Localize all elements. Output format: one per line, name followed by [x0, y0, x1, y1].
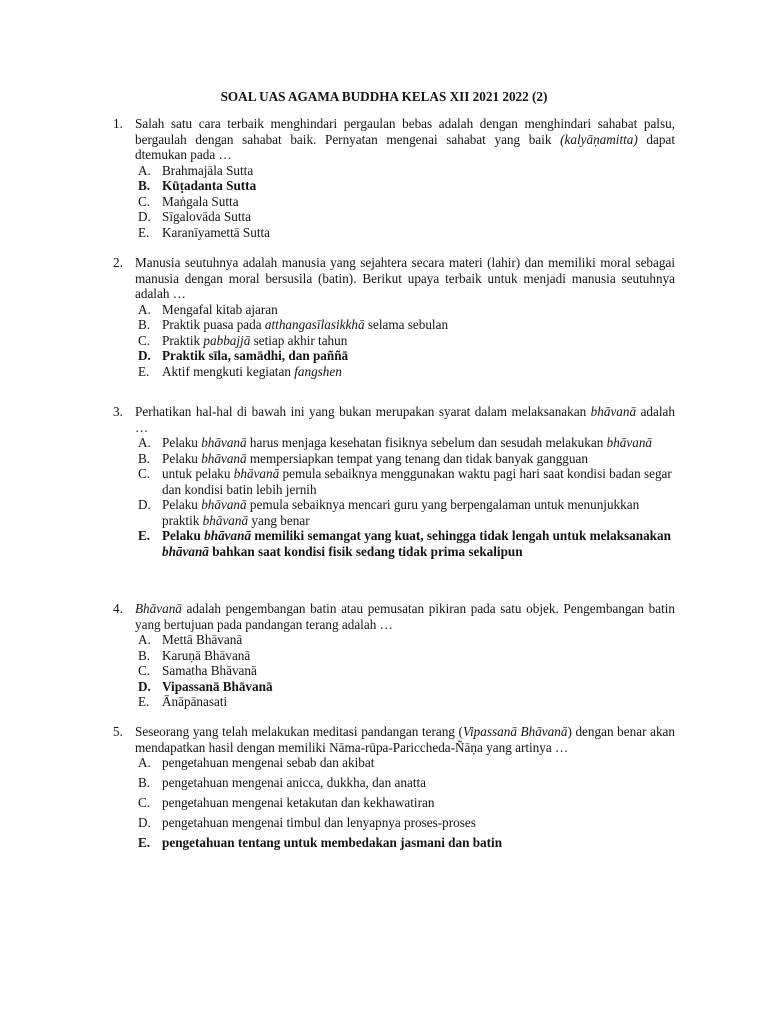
question-text: Bhāvanā adalah pengembangan batin atau pemusatan pikiran pada satu objek. Pengembangan batin yang bertujuan pada pandangan terang adalah …	[135, 601, 675, 632]
option-text: Karanīyamettā Sutta	[162, 224, 271, 240]
option-letter: C.	[138, 795, 151, 810]
option-letter: C.	[138, 663, 151, 678]
question-number: 4.	[113, 601, 123, 616]
answer-option	[135, 528, 675, 559]
option-list	[135, 302, 675, 380]
option	[135, 302, 675, 318]
option-letter: B.	[138, 775, 151, 790]
option-letter: D.	[138, 815, 151, 830]
option-text: Pelaku bhāvanā pemula sebaiknya mencari guru yang berpengalaman untuk menunjukkan praktik bhāvanā yang benar	[162, 497, 640, 528]
option-text: Brahmajāla Sutta	[162, 162, 254, 178]
option-text: Praktik puasa pada atthangasīlasikkhā selama sebulan	[162, 317, 449, 332]
option-text: Vipassanā Bhāvanā	[162, 678, 273, 694]
option-letter: A.	[138, 162, 151, 178]
option	[135, 775, 675, 791]
option	[135, 497, 675, 528]
answer-option	[135, 835, 675, 851]
option	[135, 815, 675, 831]
question-number: 3.	[113, 404, 123, 419]
question-number: 5.	[113, 724, 123, 739]
option-letter: A.	[138, 632, 151, 647]
question-text: Salah satu cara terbaik menghindari pergaulan bebas adalah dengan menghindari sahabat palsu, bergaulah dengan sahabat baik. Pernyatan mengenai sahabat yang baik (kalyāṇamitta) dapat dtemukan pada …	[135, 116, 675, 162]
option	[135, 795, 675, 811]
option	[135, 694, 675, 710]
question-4	[113, 601, 675, 710]
document-title: SOAL UAS AGAMA BUDDHA KELAS XII 2021 2022 (2)	[220, 89, 548, 104]
option	[135, 333, 675, 349]
question-number: 2.	[113, 255, 123, 270]
option-text: Praktik pabbajjā setiap akhir tahun	[162, 332, 348, 348]
option-letter: C.	[138, 466, 151, 481]
option	[135, 163, 675, 179]
option	[135, 755, 675, 771]
option-text: Kūṭadanta Sutta	[162, 178, 257, 193]
option-text: pengetahuan tentang untuk membedakan jasmani dan batin	[162, 835, 503, 850]
option-letter: C.	[138, 193, 151, 209]
option-letter: D.	[138, 348, 151, 363]
option-text: Pelaku bhāvanā mempersiapkan tempat yang tenang dan tidak banyak gangguan	[162, 450, 588, 466]
option	[135, 225, 675, 241]
question-1	[113, 116, 675, 240]
option-text: Karuṇā Bhāvanā	[162, 647, 251, 663]
option-letter: B.	[138, 450, 151, 466]
option-letter: E.	[138, 224, 150, 240]
option	[135, 632, 675, 648]
option-letter: E.	[138, 528, 151, 543]
option-letter: A.	[138, 435, 151, 450]
option-text: pengetahuan mengenai sebab dan akibat	[162, 755, 375, 770]
option-text: Mengafal kitab ajaran	[162, 301, 278, 317]
option-letter: E.	[138, 363, 150, 379]
option-letter: D.	[138, 209, 151, 224]
answer-option	[135, 178, 675, 194]
option-letter: B.	[138, 178, 151, 193]
option-letter: A.	[138, 301, 151, 317]
option	[135, 435, 675, 451]
question-3	[113, 404, 675, 559]
option-text: pengetahuan mengenai ketakutan dan kekhawatiran	[162, 795, 435, 810]
question-text: Seseorang yang telah melakukan meditasi pandangan terang (Vipassanā Bhāvanā) dengan benar akan mendapatkan hasil dengan memiliki Nāma-rūpa-Pariccheda-Ñāṇa yang artinya …	[135, 724, 676, 755]
option-text: Aktif mengkuti kegiatan fangshen	[162, 363, 342, 379]
question-number: 1.	[113, 116, 123, 131]
option-text: Mettā Bhāvanā	[162, 632, 243, 647]
question-text: Manusia seutuhnya adalah manusia yang sejahtera secara materi (lahir) dan memiliki moral sebagai manusia dengan moral bersusila (batin). Berikut upaya terbaik untuk menjadi manusia seutuhnya adalah …	[135, 255, 675, 301]
option-text: Pelaku bhāvanā harus menjaga kesehatan fisiknya sebelum dan sesudah melakukan bhāvanā	[162, 435, 653, 450]
option	[135, 466, 675, 497]
question-2	[113, 255, 675, 379]
option-list	[135, 163, 675, 241]
option-letter: D.	[138, 497, 151, 512]
option	[135, 209, 675, 225]
option-list	[135, 632, 675, 710]
option-text: pengetahuan mengenai anicca, dukkha, dan anatta	[162, 775, 426, 790]
option	[135, 451, 675, 467]
option-letter: D.	[138, 678, 151, 694]
option-letter: C.	[138, 332, 151, 348]
option-letter: E.	[138, 694, 150, 709]
option	[135, 364, 675, 380]
option-list	[135, 755, 675, 851]
option-text: Samatha Bhāvanā	[162, 663, 257, 678]
option-letter: E.	[138, 835, 151, 850]
option-text: Ānāpānasati	[162, 694, 228, 709]
answer-option	[135, 679, 675, 695]
option-letter: B.	[138, 317, 151, 332]
option	[135, 317, 675, 333]
option	[135, 663, 675, 679]
option-list	[135, 435, 675, 559]
option	[135, 194, 675, 210]
option-letter: A.	[138, 755, 151, 770]
option-letter: B.	[138, 647, 151, 663]
option-text: untuk pelaku bhāvanā pemula sebaiknya menggunakan waktu pagi hari saat kondisi badan segar dan kondisi batin lebih jernih	[162, 466, 672, 497]
option-text: Maṅgala Sutta	[162, 193, 239, 209]
question-5	[113, 724, 675, 855]
question-text: Perhatikan hal-hal di bawah ini yang bukan merupakan syarat dalam melaksanakan bhāvanā adalah …	[135, 404, 675, 435]
answer-option	[135, 348, 675, 364]
option-text: pengetahuan mengenai timbul dan lenyapnya proses-proses	[162, 815, 476, 830]
option-text: Praktik sīla, samādhi, dan paññā	[162, 348, 349, 363]
option-text: Sīgalovāda Sutta	[162, 209, 252, 224]
option-text: Pelaku bhāvanā memiliki semangat yang kuat, sehingga tidak lengah untuk melaksanakan bhāvanā bahkan saat kondisi fisik sedang tidak prima sekalipun	[162, 528, 671, 559]
option	[135, 648, 675, 664]
